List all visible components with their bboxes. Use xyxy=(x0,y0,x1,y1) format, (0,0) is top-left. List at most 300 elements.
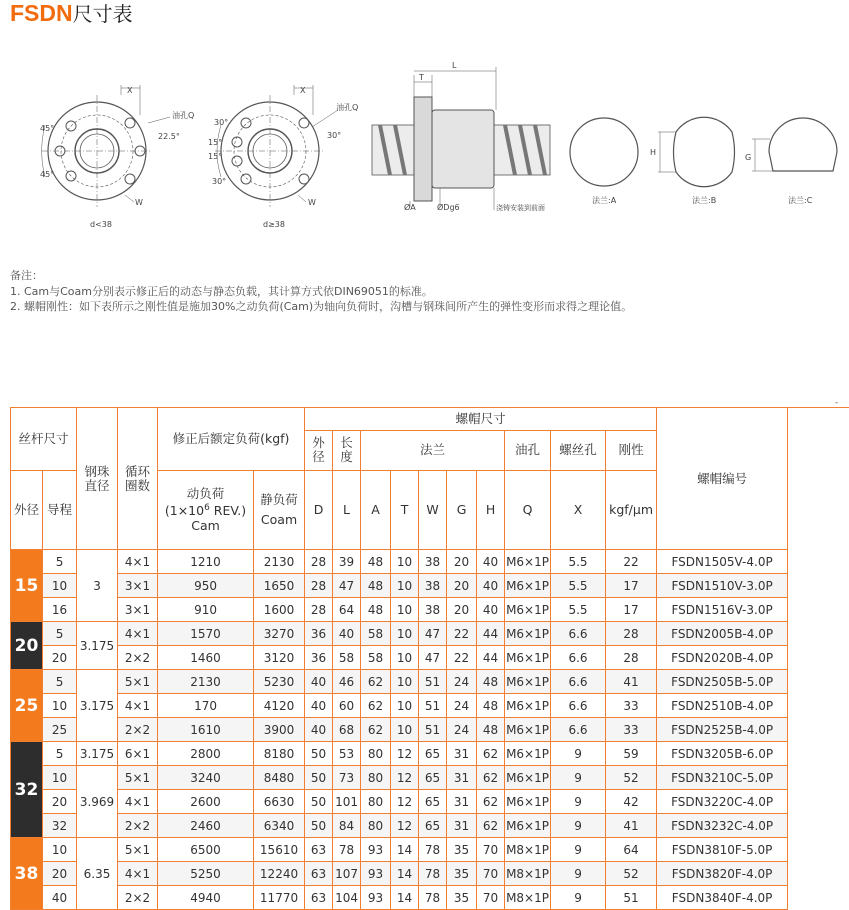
cam-cell: 910 xyxy=(158,598,254,622)
model-cell: FSDN2510B-4.0P xyxy=(657,694,788,718)
k-cell: 33 xyxy=(606,694,657,718)
circuit-cell: 3×1 xyxy=(118,574,158,598)
table-row xyxy=(11,742,788,766)
W-cell: 78 xyxy=(419,838,447,862)
side-da: ØA xyxy=(404,203,416,212)
model-cell: FSDN3205B-6.0P xyxy=(657,742,788,766)
flange-drawing-large xyxy=(215,85,338,207)
g-label: G xyxy=(745,153,752,162)
th-od: 外径 xyxy=(11,471,43,550)
flange2-a1: 30° xyxy=(214,118,229,127)
size-cell: 25 xyxy=(11,670,43,742)
G-cell: 35 xyxy=(447,886,477,910)
th-dynamic: 动负荷 ($1\times 10^6$ REV.) Cam xyxy=(158,471,254,550)
k-cell: 17 xyxy=(606,598,657,622)
lead-cell: 5 xyxy=(43,742,77,766)
D-cell: 63 xyxy=(305,838,333,862)
ball-cell: 3.175 xyxy=(77,670,118,742)
W-cell: 47 xyxy=(419,622,447,646)
th-model: 螺帽编号 xyxy=(657,408,788,550)
coam-cell: 8180 xyxy=(254,742,305,766)
H-cell: 62 xyxy=(477,790,505,814)
title-rest: 尺寸表 xyxy=(72,2,133,26)
cam-cell: 1570 xyxy=(158,622,254,646)
circuit-cell: 2×2 xyxy=(118,718,158,742)
W-cell: 51 xyxy=(419,718,447,742)
H-cell: 40 xyxy=(477,550,505,574)
table-row xyxy=(11,886,788,910)
X-cell: 5.5 xyxy=(551,550,606,574)
Q-cell: M6×1P xyxy=(505,718,551,742)
circuit-cell: 2×2 xyxy=(118,814,158,838)
X-cell: 6.6 xyxy=(551,646,606,670)
W-cell: 65 xyxy=(419,742,447,766)
L-cell: 60 xyxy=(333,694,361,718)
table-row xyxy=(11,862,788,886)
ball-cell: 3.175 xyxy=(77,622,118,670)
title-brand: FSDN xyxy=(10,0,73,26)
model-cell: FSDN2005B-4.0P xyxy=(657,622,788,646)
coam-cell: 3270 xyxy=(254,622,305,646)
ball-cell: 3.969 xyxy=(77,766,118,838)
G-cell: 31 xyxy=(447,766,477,790)
D-cell: 50 xyxy=(305,742,333,766)
X-cell: 9 xyxy=(551,814,606,838)
k-cell: 22 xyxy=(606,550,657,574)
W-cell: 47 xyxy=(419,646,447,670)
ball-cell: 6.35 xyxy=(77,838,118,910)
D-cell: 50 xyxy=(305,766,333,790)
model-cell: FSDN3820F-4.0P xyxy=(657,862,788,886)
W-cell: 51 xyxy=(419,694,447,718)
Q-cell: M6×1P xyxy=(505,742,551,766)
th-load: 修正后额定负荷(kgf) xyxy=(158,408,305,471)
T-cell: 10 xyxy=(391,718,419,742)
cam-cell: 1210 xyxy=(158,550,254,574)
table-row xyxy=(11,694,788,718)
T-cell: 10 xyxy=(391,694,419,718)
G-cell: 24 xyxy=(447,670,477,694)
X-cell: 9 xyxy=(551,862,606,886)
flange-type-c xyxy=(752,118,837,171)
th-L: L xyxy=(333,471,361,550)
model-cell: FSDN3840F-4.0P xyxy=(657,886,788,910)
table-row xyxy=(11,574,788,598)
Q-cell: M8×1P xyxy=(505,886,551,910)
A-cell: 48 xyxy=(361,574,391,598)
W-cell: 38 xyxy=(419,550,447,574)
th-screw: 丝杆尺寸 xyxy=(11,408,77,471)
th-Q: Q xyxy=(505,471,551,550)
W-cell: 65 xyxy=(419,766,447,790)
D-cell: 40 xyxy=(305,670,333,694)
D-cell: 50 xyxy=(305,814,333,838)
G-cell: 20 xyxy=(447,574,477,598)
G-cell: 24 xyxy=(447,718,477,742)
flange2-w: W xyxy=(308,198,316,207)
Q-cell: M8×1P xyxy=(505,862,551,886)
k-cell: 28 xyxy=(606,622,657,646)
coam-cell: 3120 xyxy=(254,646,305,670)
X-cell: 9 xyxy=(551,886,606,910)
W-cell: 65 xyxy=(419,814,447,838)
flange2-a3: 15° xyxy=(208,152,223,161)
flange-type-b xyxy=(658,117,735,186)
h-label: H xyxy=(650,148,657,157)
H-cell: 40 xyxy=(477,598,505,622)
L-cell: 64 xyxy=(333,598,361,622)
coam-cell: 4120 xyxy=(254,694,305,718)
D-cell: 63 xyxy=(305,886,333,910)
flange1-caption: d<38 xyxy=(90,220,112,229)
notes-heading: 备注： xyxy=(10,269,43,282)
table-row xyxy=(11,550,788,574)
H-cell: 44 xyxy=(477,622,505,646)
X-cell: 6.6 xyxy=(551,622,606,646)
k-cell: 41 xyxy=(606,814,657,838)
L-cell: 53 xyxy=(333,742,361,766)
coam-cell: 1600 xyxy=(254,598,305,622)
X-cell: 9 xyxy=(551,742,606,766)
tick-mark: - xyxy=(835,398,839,408)
circuit-cell: 5×1 xyxy=(118,766,158,790)
H-cell: 70 xyxy=(477,886,505,910)
G-cell: 31 xyxy=(447,814,477,838)
D-cell: 28 xyxy=(305,550,333,574)
A-cell: 48 xyxy=(361,598,391,622)
X-cell: 6.6 xyxy=(551,670,606,694)
G-cell: 22 xyxy=(447,646,477,670)
A-cell: 93 xyxy=(361,886,391,910)
circuit-cell: 5×1 xyxy=(118,838,158,862)
A-cell: 48 xyxy=(361,550,391,574)
Q-cell: M6×1P xyxy=(505,670,551,694)
circuit-cell: 2×2 xyxy=(118,886,158,910)
flange-drawing-small xyxy=(42,85,171,207)
G-cell: 31 xyxy=(447,790,477,814)
table-row xyxy=(11,670,788,694)
lead-cell: 10 xyxy=(43,766,77,790)
flange2-a2: 15° xyxy=(208,138,223,147)
coam-cell: 8480 xyxy=(254,766,305,790)
flange1-angle-side: 22.5° xyxy=(158,132,180,141)
th-ball: 钢珠直径 xyxy=(77,408,118,550)
cam-cell: 1460 xyxy=(158,646,254,670)
H-cell: 48 xyxy=(477,718,505,742)
circuit-cell: 4×1 xyxy=(118,790,158,814)
coam-cell: 2130 xyxy=(254,550,305,574)
W-cell: 78 xyxy=(419,886,447,910)
table-row xyxy=(11,622,788,646)
H-cell: 48 xyxy=(477,694,505,718)
Q-cell: M6×1P xyxy=(505,694,551,718)
lead-cell: 20 xyxy=(43,862,77,886)
T-cell: 12 xyxy=(391,814,419,838)
X-cell: 9 xyxy=(551,766,606,790)
cam-cell: 4940 xyxy=(158,886,254,910)
L-cell: 78 xyxy=(333,838,361,862)
page-title xyxy=(10,0,133,28)
cam-cell: 2130 xyxy=(158,670,254,694)
k-cell: 59 xyxy=(606,742,657,766)
th-bolt: 螺丝孔 xyxy=(551,430,606,470)
th-H: H xyxy=(477,471,505,550)
lead-cell: 5 xyxy=(43,550,77,574)
lead-cell: 40 xyxy=(43,886,77,910)
lead-cell: 16 xyxy=(43,598,77,622)
table-row xyxy=(11,838,788,862)
H-cell: 62 xyxy=(477,814,505,838)
table-row xyxy=(11,646,788,670)
flange2-a4: 30° xyxy=(212,177,227,186)
cam-cell: 1610 xyxy=(158,718,254,742)
th-length: 长度 xyxy=(333,430,361,470)
lead-cell: 5 xyxy=(43,622,77,646)
L-cell: 58 xyxy=(333,646,361,670)
T-cell: 12 xyxy=(391,766,419,790)
th-G: G xyxy=(447,471,477,550)
L-cell: 104 xyxy=(333,886,361,910)
A-cell: 80 xyxy=(361,814,391,838)
D-cell: 36 xyxy=(305,646,333,670)
A-cell: 62 xyxy=(361,718,391,742)
T-cell: 12 xyxy=(391,790,419,814)
th-outer: 外径 xyxy=(305,430,333,470)
L-cell: 40 xyxy=(333,622,361,646)
A-cell: 93 xyxy=(361,862,391,886)
cam-cell: 2460 xyxy=(158,814,254,838)
A-cell: 93 xyxy=(361,838,391,862)
table-row xyxy=(11,814,788,838)
A-cell: 58 xyxy=(361,622,391,646)
notes-line2: 2. 螺帽刚性：如下表所示之刚性值是施加30%之动负荷(Cam)为轴向负荷时，沟槽与钢珠间所产生的弹性变形而求得之理论值。 xyxy=(10,300,633,313)
nut-side-view xyxy=(372,67,550,210)
flange2-a5: 30° xyxy=(327,131,342,140)
L-cell: 73 xyxy=(333,766,361,790)
A-cell: 62 xyxy=(361,670,391,694)
Q-cell: M6×1P xyxy=(505,598,551,622)
size-cell: 15 xyxy=(11,550,43,622)
th-unit: kgf/μm xyxy=(606,471,657,550)
th-static: 静负荷 Coam xyxy=(254,471,305,550)
dimension-drawings xyxy=(0,55,849,240)
th-T: T xyxy=(391,471,419,550)
L-cell: 84 xyxy=(333,814,361,838)
th-rigid: 刚性 xyxy=(606,430,657,470)
table-body xyxy=(11,550,788,910)
G-cell: 35 xyxy=(447,838,477,862)
W-cell: 78 xyxy=(419,862,447,886)
th-lead: 导程 xyxy=(43,471,77,550)
D-cell: 40 xyxy=(305,718,333,742)
flange-type-a xyxy=(570,118,638,186)
k-cell: 41 xyxy=(606,670,657,694)
G-cell: 35 xyxy=(447,862,477,886)
side-dg: ØDg6 xyxy=(437,203,460,212)
k-cell: 52 xyxy=(606,766,657,790)
lead-cell: 20 xyxy=(43,790,77,814)
circuit-cell: 4×1 xyxy=(118,694,158,718)
cam-cell: 170 xyxy=(158,694,254,718)
W-cell: 65 xyxy=(419,790,447,814)
th-circuit: 循环圈数 xyxy=(118,408,158,550)
X-cell: 5.5 xyxy=(551,574,606,598)
A-cell: 80 xyxy=(361,742,391,766)
H-cell: 62 xyxy=(477,766,505,790)
table-row xyxy=(11,766,788,790)
th-nut: 螺帽尺寸 xyxy=(305,408,657,431)
cam-cell: 950 xyxy=(158,574,254,598)
table-right-edge xyxy=(787,407,849,906)
H-cell: 70 xyxy=(477,862,505,886)
L-cell: 46 xyxy=(333,670,361,694)
T-cell: 10 xyxy=(391,622,419,646)
flange1-w: W xyxy=(135,198,143,207)
A-cell: 80 xyxy=(361,766,391,790)
side-l: L xyxy=(452,61,457,70)
model-cell: FSDN1516V-3.0P xyxy=(657,598,788,622)
D-cell: 50 xyxy=(305,790,333,814)
Q-cell: M6×1P xyxy=(505,814,551,838)
T-cell: 10 xyxy=(391,646,419,670)
L-cell: 101 xyxy=(333,790,361,814)
notes-line1: 1. Cam与Coam分别表示修正后的动态与静态负载，其计算方式依DIN69051的标准。 xyxy=(10,284,433,298)
flange-c-label: 法兰:C xyxy=(788,196,813,205)
flange2-x: X xyxy=(300,86,306,95)
k-cell: 28 xyxy=(606,646,657,670)
X-cell: 6.6 xyxy=(551,718,606,742)
k-cell: 33 xyxy=(606,718,657,742)
T-cell: 10 xyxy=(391,550,419,574)
D-cell: 40 xyxy=(305,694,333,718)
D-cell: 36 xyxy=(305,622,333,646)
Q-cell: M8×1P xyxy=(505,838,551,862)
table-row xyxy=(11,718,788,742)
k-cell: 42 xyxy=(606,790,657,814)
coam-cell: 11770 xyxy=(254,886,305,910)
model-cell: FSDN1510V-3.0P xyxy=(657,574,788,598)
Q-cell: M6×1P xyxy=(505,646,551,670)
circuit-cell: 4×1 xyxy=(118,550,158,574)
X-cell: 9 xyxy=(551,790,606,814)
T-cell: 12 xyxy=(391,742,419,766)
T-cell: 10 xyxy=(391,574,419,598)
W-cell: 38 xyxy=(419,598,447,622)
coam-cell: 6630 xyxy=(254,790,305,814)
coam-cell: 15610 xyxy=(254,838,305,862)
model-cell: FSDN2505B-5.0P xyxy=(657,670,788,694)
H-cell: 40 xyxy=(477,574,505,598)
th-flange: 法兰 xyxy=(361,430,505,470)
L-cell: 39 xyxy=(333,550,361,574)
A-cell: 80 xyxy=(361,790,391,814)
model-cell: FSDN3232C-4.0P xyxy=(657,814,788,838)
Q-cell: M6×1P xyxy=(505,790,551,814)
coam-cell: 6340 xyxy=(254,814,305,838)
notes xyxy=(10,268,632,315)
Q-cell: M6×1P xyxy=(505,766,551,790)
H-cell: 48 xyxy=(477,670,505,694)
size-cell: 38 xyxy=(11,838,43,910)
model-cell: FSDN1505V-4.0P xyxy=(657,550,788,574)
T-cell: 14 xyxy=(391,862,419,886)
flange-b-label: 法兰:B xyxy=(692,196,717,205)
spec-table xyxy=(10,407,788,910)
lead-cell: 10 xyxy=(43,838,77,862)
T-cell: 10 xyxy=(391,598,419,622)
model-cell: FSDN2525B-4.0P xyxy=(657,718,788,742)
G-cell: 31 xyxy=(447,742,477,766)
L-cell: 107 xyxy=(333,862,361,886)
cam-cell: 6500 xyxy=(158,838,254,862)
flange1-oil: 油孔Q xyxy=(172,111,195,120)
A-cell: 58 xyxy=(361,646,391,670)
model-cell: FSDN3810F-5.0P xyxy=(657,838,788,862)
Q-cell: M6×1P xyxy=(505,574,551,598)
th-oil: 油孔 xyxy=(505,430,551,470)
th-A: A xyxy=(361,471,391,550)
W-cell: 38 xyxy=(419,574,447,598)
side-t: T xyxy=(419,73,424,82)
cam-cell: 3240 xyxy=(158,766,254,790)
k-cell: 17 xyxy=(606,574,657,598)
th-X: X xyxy=(551,471,606,550)
circuit-cell: 2×2 xyxy=(118,646,158,670)
G-cell: 22 xyxy=(447,622,477,646)
coam-cell: 1650 xyxy=(254,574,305,598)
size-cell: 20 xyxy=(11,622,43,670)
coam-cell: 3900 xyxy=(254,718,305,742)
D-cell: 28 xyxy=(305,574,333,598)
side-note: 浇铸安装到前面 xyxy=(496,204,545,212)
k-cell: 51 xyxy=(606,886,657,910)
lead-cell: 32 xyxy=(43,814,77,838)
cam-cell: 2800 xyxy=(158,742,254,766)
D-cell: 28 xyxy=(305,598,333,622)
H-cell: 62 xyxy=(477,742,505,766)
th-D: D xyxy=(305,471,333,550)
lead-cell: 25 xyxy=(43,718,77,742)
A-cell: 62 xyxy=(361,694,391,718)
X-cell: 6.6 xyxy=(551,694,606,718)
cam-cell: 2600 xyxy=(158,790,254,814)
X-cell: 9 xyxy=(551,838,606,862)
lead-cell: 10 xyxy=(43,574,77,598)
ball-cell: 3 xyxy=(77,550,118,622)
T-cell: 10 xyxy=(391,670,419,694)
T-cell: 14 xyxy=(391,886,419,910)
ball-cell: 3.175 xyxy=(77,742,118,766)
L-cell: 47 xyxy=(333,574,361,598)
flange-a-label: 法兰:A xyxy=(592,196,617,205)
cam-cell: 5250 xyxy=(158,862,254,886)
table-header xyxy=(11,408,788,550)
circuit-cell: 4×1 xyxy=(118,622,158,646)
G-cell: 20 xyxy=(447,598,477,622)
coam-cell: 12240 xyxy=(254,862,305,886)
k-cell: 52 xyxy=(606,862,657,886)
W-cell: 51 xyxy=(419,670,447,694)
D-cell: 63 xyxy=(305,862,333,886)
size-cell: 32 xyxy=(11,742,43,838)
Q-cell: M6×1P xyxy=(505,550,551,574)
T-cell: 14 xyxy=(391,838,419,862)
circuit-cell: 5×1 xyxy=(118,670,158,694)
H-cell: 44 xyxy=(477,646,505,670)
flange1-x: X xyxy=(127,86,133,95)
lead-cell: 20 xyxy=(43,646,77,670)
flange2-caption: d≥38 xyxy=(263,220,285,229)
